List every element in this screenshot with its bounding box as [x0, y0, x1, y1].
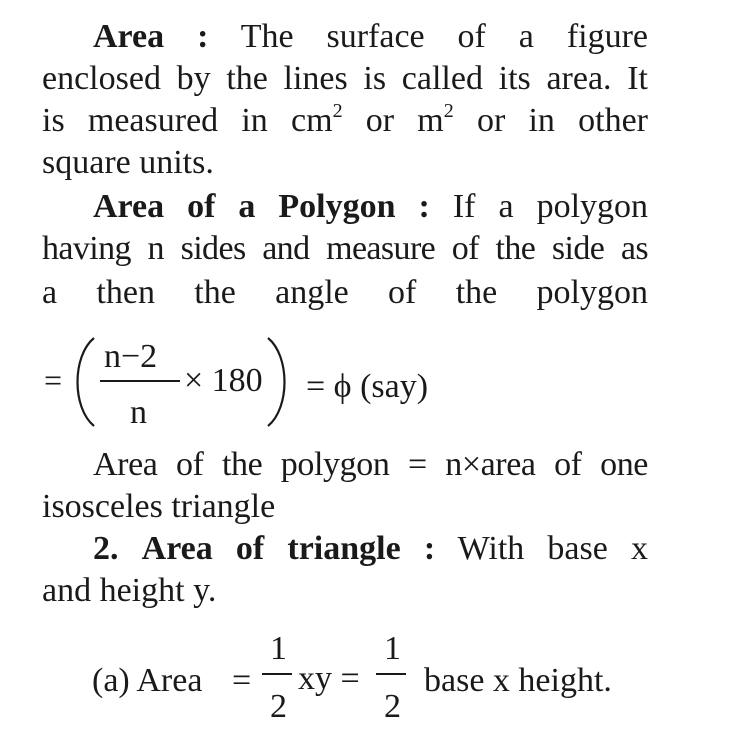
fraction-2-bar: [376, 673, 406, 675]
area-definition-line-2: enclosed by the lines is called its area. It: [42, 60, 648, 97]
area-text-3b: or m: [342, 102, 444, 139]
polygon-colon: :: [418, 188, 430, 225]
triangle-line-1: [93, 528, 648, 570]
area-definition-line-4: square units.: [42, 144, 214, 181]
polygon-text-1: If a polygon: [452, 188, 649, 225]
fraction-1-numerator: 1: [270, 630, 287, 667]
formula-equals: =: [44, 362, 63, 398]
fraction-2-denominator: 2: [384, 688, 401, 725]
triangle-colon: :: [423, 530, 436, 567]
polygon-definition-line-1: [93, 186, 648, 228]
triangle-text-1: With base x: [457, 530, 648, 567]
left-parenthesis: [66, 334, 100, 430]
superscript-cm: 2: [332, 100, 343, 122]
right-parenthesis: [262, 334, 296, 430]
formula-label: (a) Area: [92, 662, 203, 699]
polygon-term: Area of a Polygon: [93, 188, 396, 225]
angle-result: = ϕ (say): [306, 368, 429, 405]
fraction-numerator: n−2: [104, 338, 158, 375]
area-text-3c: or in other: [453, 102, 648, 139]
area-definition-line-3: [42, 100, 648, 142]
area-text-3a: is measured in cm: [42, 102, 333, 139]
area-text-1: The surface of a figure: [240, 18, 649, 55]
formula-tail: base x height.: [424, 662, 612, 699]
area-term: Area: [93, 18, 165, 55]
fraction-bar: [100, 380, 180, 382]
fraction-2-numerator: 1: [384, 630, 401, 667]
formula-equals-1: =: [232, 662, 252, 699]
fraction-1-denominator: 2: [270, 688, 287, 725]
area-definition-line-1: [93, 16, 648, 58]
polygon-area-line-2: isosceles triangle: [42, 488, 276, 525]
triangle-line-2: and height y.: [42, 572, 217, 609]
polygon-definition-line-2: having n sides and measure of the side as: [42, 230, 648, 267]
formula-mid: xy =: [298, 660, 360, 697]
triangle-term: Area of triangle: [141, 530, 401, 567]
times-180: × 180: [184, 362, 263, 399]
polygon-area-line-1: Area of the polygon = n×area of one: [93, 446, 648, 483]
polygon-definition-line-3: a then the angle of the polygon: [42, 274, 648, 311]
fraction-denominator: n: [130, 394, 147, 431]
fraction-1-bar: [262, 673, 292, 675]
area-colon: :: [197, 18, 209, 55]
superscript-m: 2: [443, 100, 454, 122]
triangle-number: 2.: [93, 530, 119, 567]
